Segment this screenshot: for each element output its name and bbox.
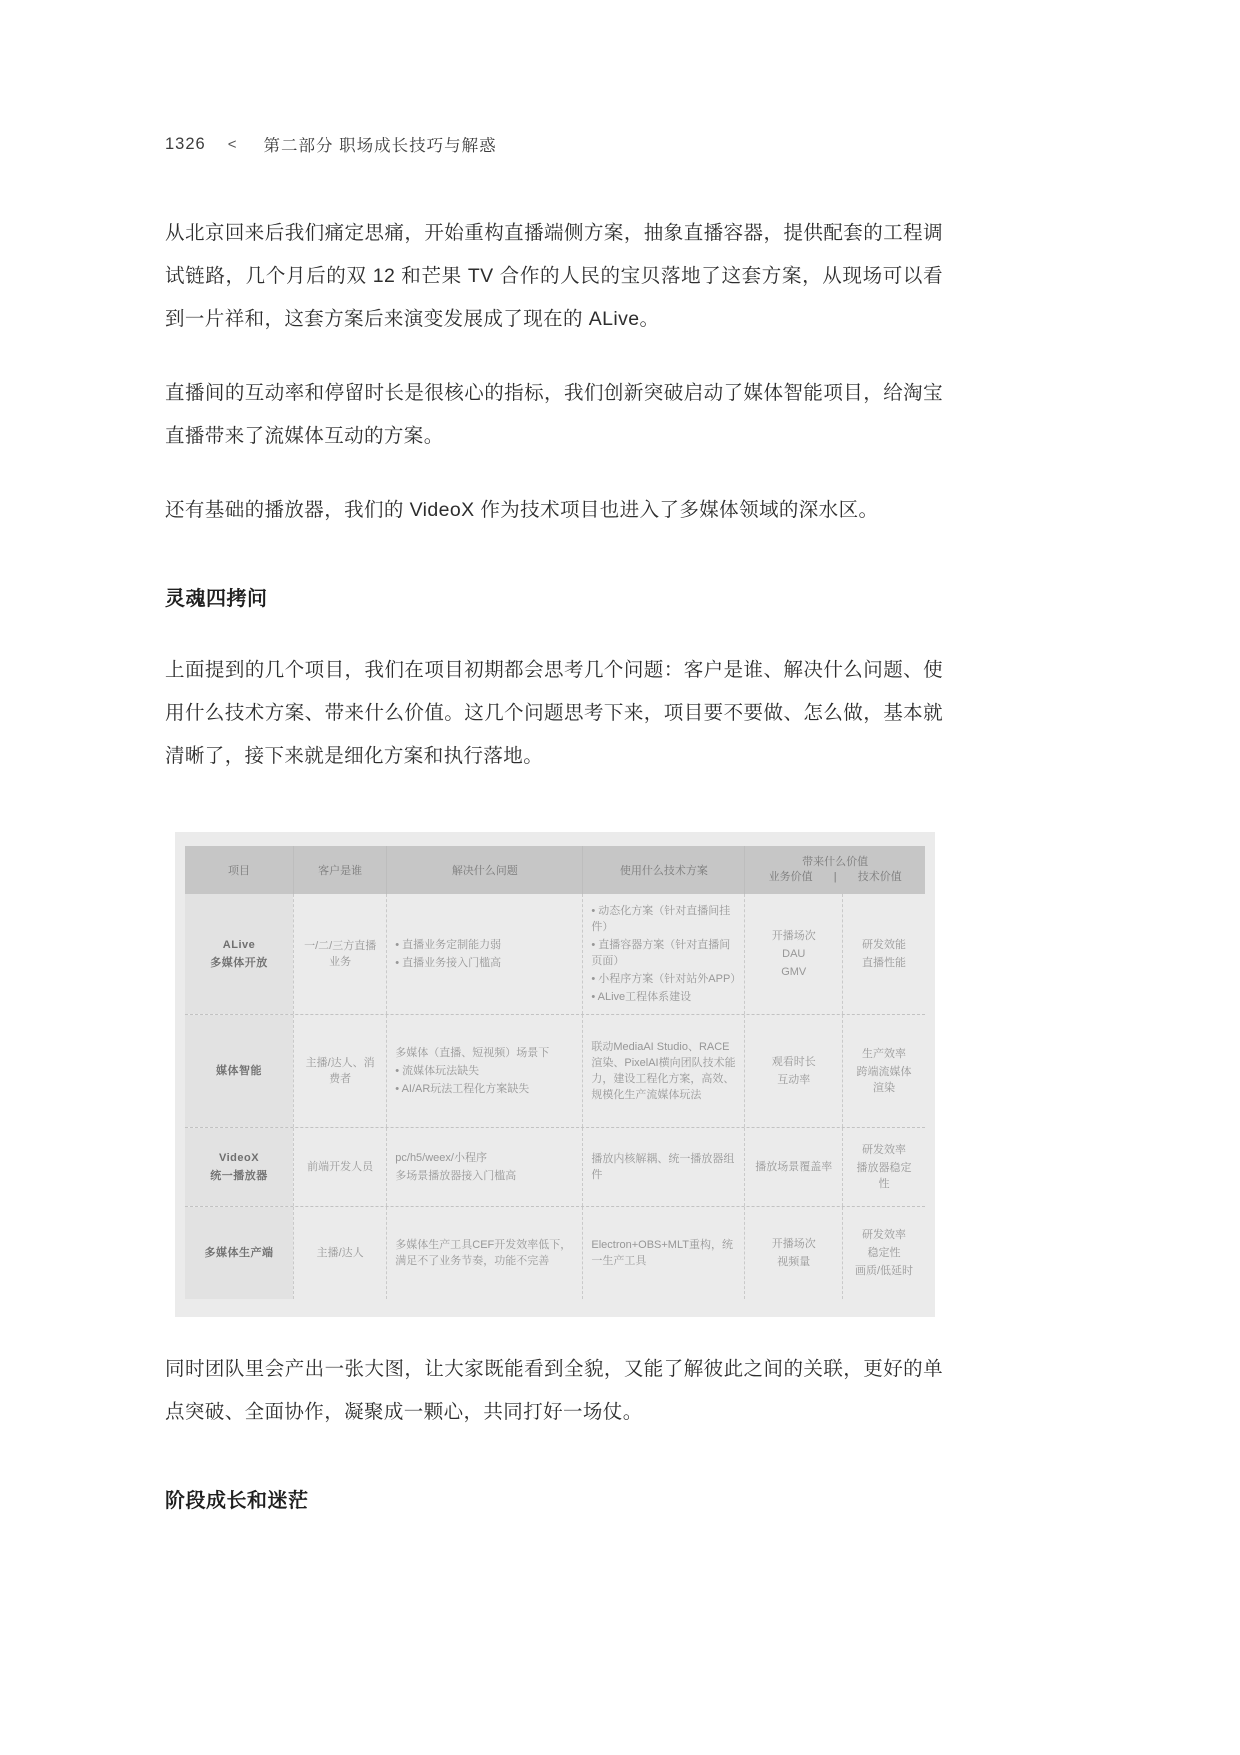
problem-cell-line: • 直播业务定制能力弱 (395, 939, 502, 951)
project-cell-line: 统一播放器 (210, 1170, 268, 1182)
tech-value-cell (842, 1015, 925, 1127)
problem-cell-line: pc/h5/weex/小程序 (395, 1152, 487, 1164)
paragraph-2: 直播间的互动率和停留时长是很核心的指标，我们创新突破启动了媒体智能项目，给淘宝直播带来了流媒体互动的方案。 (165, 382, 943, 447)
tech-cell-line: • ALive工程体系建设 (591, 991, 692, 1003)
biz-value-cell-line: 视频量 (777, 1256, 811, 1268)
heading-soul-questions: 灵魂四拷问 (165, 588, 268, 610)
tech-value-cell-line: 研发效能 (862, 939, 907, 951)
problem-cell-line: • 直播业务接入门槛高 (395, 957, 502, 969)
project-table (185, 846, 925, 1299)
tech-value-cell-line: 研发效率 (862, 1144, 907, 1156)
problem-cell (386, 1207, 582, 1299)
tech-cell-line: • 直播容器方案（针对直播间页面） (591, 939, 731, 967)
project-cell (185, 1128, 293, 1206)
section-title: 第二部分 职场成长技巧与解惑 (263, 137, 497, 155)
tech-value-cell-line: 稳定性 (867, 1247, 901, 1259)
table-row (185, 894, 925, 1014)
tech-cell-line: 联动MediaAI Studio、RACE渲染、PixelAI横向团队技术能力，建设工程化方案，高效、规模化生产流媒体玩法 (591, 1041, 736, 1101)
project-cell-line: 多媒体生产端 (204, 1247, 274, 1259)
page-content (165, 0, 943, 1513)
heading-stage-growth: 阶段成长和迷茫 (165, 1490, 309, 1512)
tech-value-cell-line: 画质/低延时 (854, 1265, 914, 1277)
customer-cell (293, 1207, 386, 1299)
problem-cell-line: 多媒体生产工具CEF开发效率低下，满足不了业务节奏，功能不完善 (395, 1239, 572, 1267)
biz-value-cell (744, 894, 842, 1014)
table-row (185, 1014, 925, 1127)
page-number: 1326 (165, 134, 206, 153)
paragraph-4: 上面提到的几个项目，我们在项目初期都会思考几个问题：客户是谁、解决什么问题、使用什么技术方案、带来什么价值。这几个问题思考下来，项目要不要做、怎么做，基本就清晰了，接下来就是细化方案和执行落地。 (165, 659, 943, 767)
tech-value-cell (842, 894, 925, 1014)
tech-cell-line: 播放内核解耦、统一播放器组件 (591, 1153, 735, 1181)
tech-cell (582, 1015, 744, 1127)
biz-value-cell (744, 1207, 842, 1299)
tech-value-cell-line: 直播性能 (862, 957, 907, 969)
col-header-project: 项目 (228, 865, 251, 877)
problem-cell-line: • 流媒体玩法缺失 (395, 1065, 480, 1077)
project-cell-line: VideoX (218, 1152, 260, 1164)
tech-cell-line: Electron+OBS+MLT重构，统一生产工具 (591, 1239, 733, 1267)
tech-value-cell (842, 1207, 925, 1299)
problem-cell (386, 1015, 582, 1127)
biz-value-cell (744, 1015, 842, 1127)
col-header-tech-value: 技术价值 (857, 871, 902, 883)
tech-value-cell-line: 研发效率 (862, 1229, 907, 1241)
project-table-figure (175, 832, 935, 1317)
table-row (185, 1206, 925, 1299)
problem-cell (386, 894, 582, 1014)
col-header-tech: 使用什么技术方案 (582, 846, 744, 894)
biz-value-cell-line: 开播场次 (771, 930, 816, 942)
tech-value-cell-line: 生产效率 (862, 1048, 907, 1060)
customer-cell-line: 前端开发人员 (307, 1161, 374, 1173)
project-cell-line: ALive (222, 939, 256, 951)
project-cell (185, 1207, 293, 1299)
tech-value-cell (842, 1128, 925, 1206)
table-body (185, 894, 925, 1299)
problem-cell-line: • AI/AR玩法工程化方案缺失 (395, 1083, 530, 1095)
project-cell (185, 894, 293, 1014)
biz-value-cell-line: 互动率 (777, 1074, 811, 1086)
table-row (185, 1127, 925, 1206)
value-divider: | (833, 871, 837, 883)
project-cell-line: 媒体智能 (216, 1065, 263, 1077)
col-header-biz-value: 业务价值 (768, 871, 813, 883)
col-header-value-group-label: 带来什么价值 (802, 856, 869, 868)
customer-cell-line: 主播/达人、消费者 (305, 1057, 375, 1085)
project-cell (185, 1015, 293, 1127)
col-header-customer: 客户是谁 (293, 846, 386, 894)
customer-cell (293, 1128, 386, 1206)
chevron-left-icon: < (227, 135, 238, 153)
project-cell-line: 多媒体开放 (210, 957, 268, 969)
paragraph-5: 同时团队里会产出一张大图，让大家既能看到全貌，又能了解彼此之间的关联，更好的单点突破、全面协作，凝聚成一颗心，共同打好一场仗。 (165, 1358, 943, 1423)
paragraph-1: 从北京回来后我们痛定思痛，开始重构直播端侧方案，抽象直播容器，提供配套的工程调试链路，几个月后的双 12 和芒果 TV 合作的人民的宝贝落地了这套方案，从现场可以看到一片祥和，这套方案后来演变发展成了现在的 ALive。 (165, 222, 943, 330)
problem-cell-line: 多媒体（直播、短视频）场景下 (395, 1047, 550, 1059)
tech-value-cell-line: 跨端流媒体渲染 (856, 1066, 912, 1094)
biz-value-cell-line: 观看时长 (771, 1056, 816, 1068)
col-header-value-group (744, 846, 925, 894)
biz-value-cell-line: GMV (781, 966, 807, 978)
biz-value-cell-line: 播放场景覆盖率 (755, 1161, 833, 1173)
table-header-row (185, 846, 925, 894)
biz-value-cell-line: 开播场次 (771, 1238, 816, 1250)
tech-cell-line: • 小程序方案（针对站外APP） (591, 973, 742, 985)
customer-cell (293, 1015, 386, 1127)
running-header (165, 132, 943, 156)
tech-cell (582, 1128, 744, 1206)
biz-value-cell (744, 1128, 842, 1206)
col-header-value-sub (747, 870, 923, 885)
col-header-problem: 解决什么问题 (386, 846, 582, 894)
tech-value-cell-line: 播放器稳定性 (856, 1162, 912, 1190)
problem-cell-line: 多场景播放器接入门槛高 (395, 1170, 517, 1182)
tech-cell (582, 894, 744, 1014)
problem-cell (386, 1128, 582, 1206)
customer-cell (293, 894, 386, 1014)
paragraph-3: 还有基础的播放器，我们的 VideoX 作为技术项目也进入了多媒体领域的深水区。 (165, 499, 879, 521)
tech-cell-line: • 动态化方案（针对直播间挂件） (591, 905, 731, 933)
tech-cell (582, 1207, 744, 1299)
customer-cell-line: 主播/达人 (316, 1247, 364, 1259)
customer-cell-line: 一/二/三方直播业务 (304, 940, 377, 968)
biz-value-cell-line: DAU (782, 948, 806, 960)
